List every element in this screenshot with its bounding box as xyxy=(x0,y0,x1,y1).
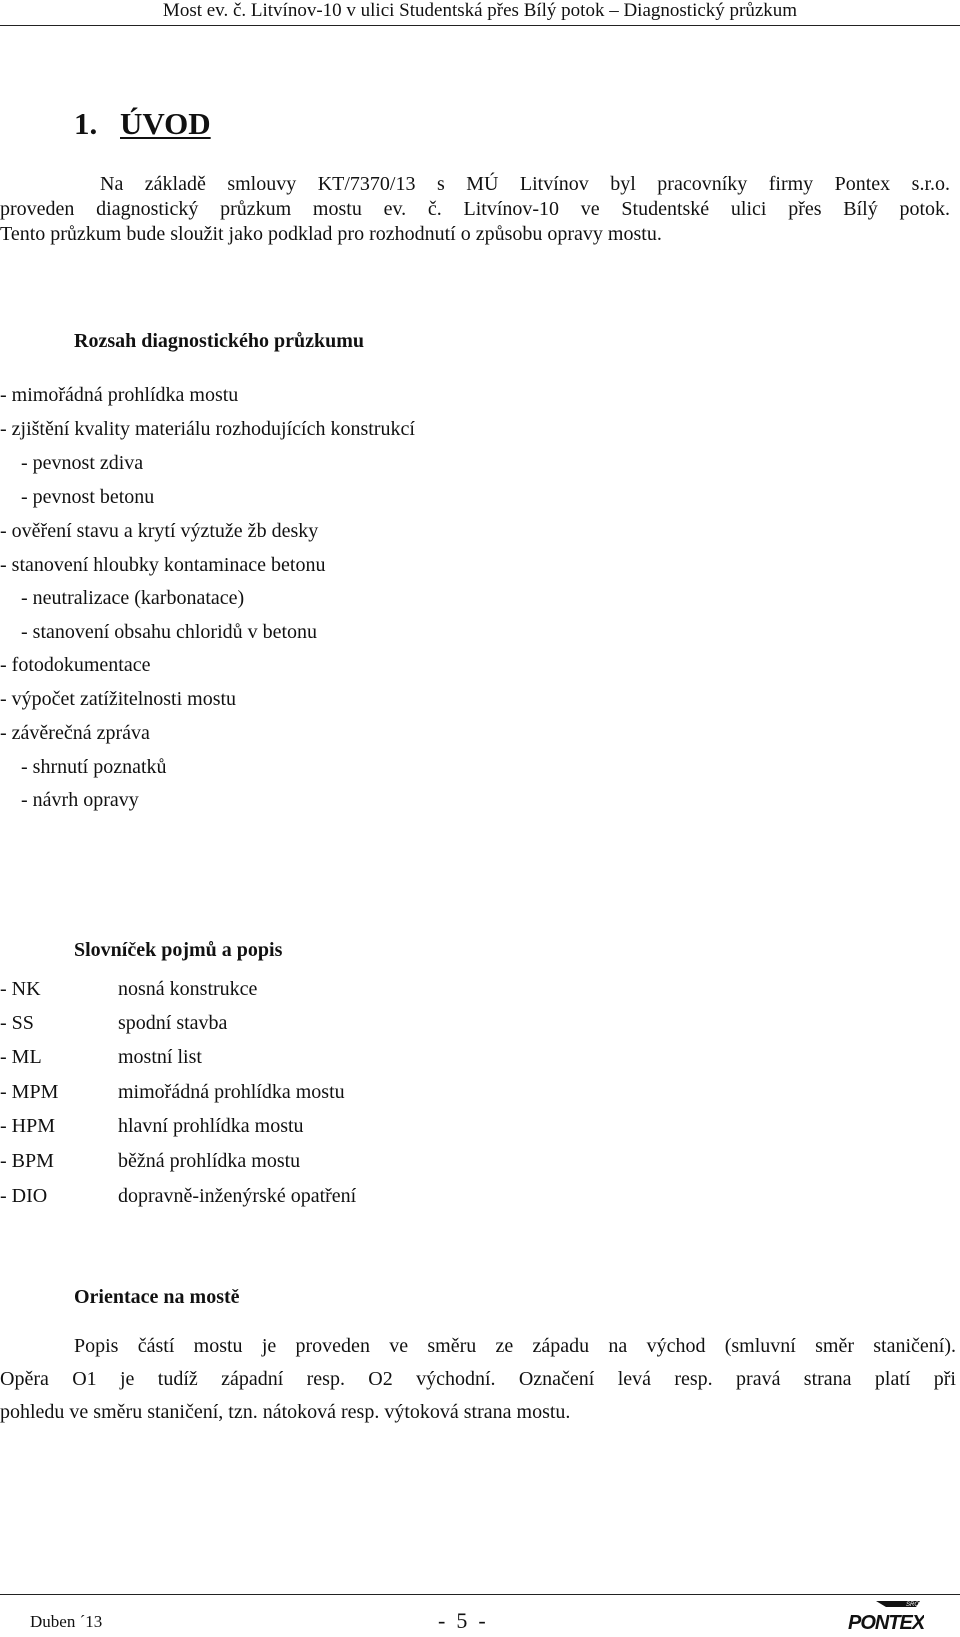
list-item: - stanovení obsahu chloridů v betonu xyxy=(21,621,318,643)
section-heading xyxy=(74,104,211,144)
glossary-abbr: - ML xyxy=(0,1046,42,1068)
logo-small-text: SRO xyxy=(906,1602,920,1608)
list-item: - shrnutí poznatků xyxy=(21,756,167,778)
orientation-line: pohledu ve směru staničení, tzn. nátoková resp. výtoková strana mostu. xyxy=(0,1401,571,1423)
list-item: - závěrečná zpráva xyxy=(0,722,150,744)
running-title: Most ev. č. Litvínov-10 v ulici Studentská přes Bílý potok – Diagnostický průzkum xyxy=(162,0,798,21)
intro-line: proveden diagnostický průzkum mostu ev. č. Litvínov-10 ve Studentské ulici přes Bílý potok. xyxy=(0,198,950,220)
glossary-desc: mostní list xyxy=(118,1046,202,1068)
heading-title: ÚVOD xyxy=(120,106,211,141)
page-number: - 5 - xyxy=(438,1608,486,1633)
orientation-title: Orientace na mostě xyxy=(74,1286,240,1308)
orientation-line: Opěra O1 je tudíž západní resp. O2 východní. Označení levá resp. pravá strana platí při xyxy=(0,1368,956,1390)
orientation-paragraph xyxy=(0,1330,960,1429)
pontex-logo xyxy=(846,1597,924,1633)
list-item: - výpočet zatížitelnosti mostu xyxy=(0,688,237,710)
orientation-line: Popis částí mostu je proveden ve směru ze západu na východ (smluvní směr staničení). xyxy=(74,1335,956,1357)
list-item: - pevnost betonu xyxy=(21,486,155,508)
glossary-desc: mimořádná prohlídka mostu xyxy=(118,1081,345,1103)
intro-paragraph xyxy=(0,172,960,247)
footer-date: Duben ´13 xyxy=(30,1612,103,1631)
glossary-abbr: - BPM xyxy=(0,1150,54,1172)
list-item: - fotodokumentace xyxy=(0,654,151,676)
scope-title: Rozsah diagnostického průzkumu xyxy=(74,330,365,352)
list-item: - pevnost zdiva xyxy=(21,452,144,474)
list-item: - zjištění kvality materiálu rozhodujících konstrukcí xyxy=(0,418,415,440)
glossary-abbr: - MPM xyxy=(0,1081,59,1103)
logo-text: PONTEX xyxy=(848,1612,924,1633)
glossary-title: Slovníček pojmů a popis xyxy=(74,939,283,961)
heading-number: 1. xyxy=(74,106,98,141)
list-item: - ověření stavu a krytí výztuže žb desky xyxy=(0,520,319,542)
intro-line: Tento průzkum bude sloužit jako podklad pro rozhodnutí o způsobu opravy mostu. xyxy=(0,223,662,245)
glossary-abbr: - SS xyxy=(0,1012,34,1034)
list-item: - mimořádná prohlídka mostu xyxy=(0,384,239,406)
intro-line: Na základě smlouvy KT/7370/13 s MÚ Litvínov byl pracovníky firmy Pontex s.r.o. xyxy=(100,173,950,195)
header-divider xyxy=(0,25,960,26)
running-header xyxy=(0,0,960,26)
glossary-desc: hlavní prohlídka mostu xyxy=(118,1115,304,1137)
glossary-desc: dopravně-inženýrské opatření xyxy=(118,1185,357,1207)
footer-divider xyxy=(0,1594,960,1595)
glossary-abbr: - HPM xyxy=(0,1115,56,1137)
list-item: - návrh opravy xyxy=(21,789,139,811)
list-item: - stanovení hloubky kontaminace betonu xyxy=(0,554,326,576)
glossary-abbr: - NK xyxy=(0,978,41,1000)
glossary-abbr: - DIO xyxy=(0,1185,48,1207)
glossary-desc: běžná prohlídka mostu xyxy=(118,1150,301,1172)
list-item: - neutralizace (karbonatace) xyxy=(21,587,245,609)
glossary-desc: spodní stavba xyxy=(118,1012,228,1034)
glossary-desc: nosná konstrukce xyxy=(118,978,258,1000)
